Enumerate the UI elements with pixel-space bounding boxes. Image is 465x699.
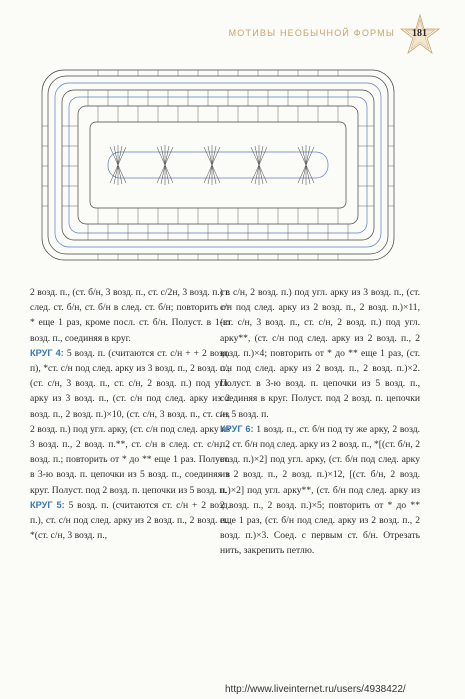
page-header (0, 22, 465, 46)
text: 2 возд. п., (ст. б/н, 3 возд. п., ст. с/2н, 3 возд. п.) в след. ст. б/н, ст. б/н в след. ст. б/н; повторить от * еще 1 раз, кроме посл. ст. б/н. Полуст. в 1-ю возд. п., соединяя в круг. (30, 287, 230, 344)
crochet-diagram (38, 66, 398, 266)
page-number: 181 (412, 28, 427, 39)
paragraph (30, 285, 230, 346)
section-title: МОТИВЫ НЕОБЫЧНОЙ ФОРМЫ (228, 28, 395, 38)
krug-heading: КРУГ 5: (30, 499, 65, 510)
text: 5 возд. п. (считаются ст. с/н + 2 возд. п.), ст. с/н под след. арку из 2 возд. п., 2 возд. п., *(ст. с/н, 3 возд. п., (30, 499, 231, 542)
krug-heading: КРУГ 4: (30, 347, 64, 358)
paragraph (220, 422, 420, 559)
source-url-link[interactable]: http://www.liveinternet.ru/users/4938422/ (225, 684, 406, 695)
paragraph (220, 285, 420, 422)
text: ст. с/н, 2 возд. п.) под угл. арку из 3 возд. п., (ст. с/н под след. арку из 2 возд. п., 2 возд. п.)×11, (ст. с/н, 3 возд. п., ст. с/н, 2 возд. п.) под угл. арку**, (ст. с/н под след. арку из 2 возд. п., 2 возд. п.)×4; повторить от * до ** еще 1 раз, (ст. с/н под след. арку из 2 возд. п., 2 возд. п.)×2. Полуст. в 3-ю возд. п. цепочки из 5 возд. п., соединяя в круг. Полуст. под 2 возд. п. цепочки из 5 возд. п. (220, 287, 420, 420)
krug-heading: КРУГ 6: (220, 423, 254, 434)
text-column-right (220, 285, 420, 559)
paragraph (30, 498, 230, 544)
text: 1 возд. п., ст. б/н под ту же арку, 2 возд. п., ст. б/н под след. арку из 2 возд. п., *[(ст. б/н, 2 возд. п.)×2] под угл. арку, (ст. б/н под след. арку из 2 возд. п., 2 возд. п.)×12, [(ст. б/н, 2 возд. п.)×2] под угл. арку**, (ст. б/н под след. арку из 2 возд. п., 2 возд. п.)×5; повторить от * до ** еще 1 раз, (ст. б/н под след. арку из 2 возд. п., 2 возд. п.)×3. Соед. с первым ст. б/н. Отрезать нить, закрепить петлю. (220, 423, 420, 557)
text-column-left (30, 285, 230, 543)
text: 5 возд. п. (считаются ст. с/н + + 2 возд. п), *ст. с/н под след. арку из 3 возд. п., 2 возд. п., (ст. с/н, 3 возд. п., ст. с/н, 2 возд. п.) под угл. арку из 3 возд. п., (ст. с/н под след. арку из 2 возд. п., 2 возд. п.)×10, (ст. с/н, 3 возд. п., ст. с/н, 2 возд. п.) под угл. арку, (ст. с/н под след. арку из 3 возд. п., 2 возд. п.**, ст. с/н в след. ст. с/н, 2 возд. п.; повторить от * до ** еще 1 раз. Полуст. в 3-ю возд. п. цепочки из 5 возд. п., соединяя в круг. Полуст. под 2 возд. п. цепочки из 5 возд. п. (30, 347, 230, 496)
paragraph (30, 346, 230, 498)
